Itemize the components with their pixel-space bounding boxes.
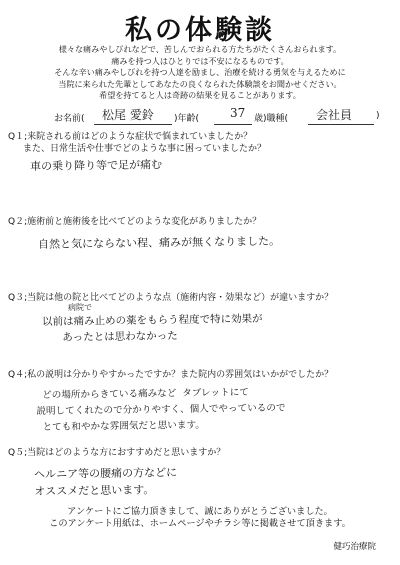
question-line: 施術前と施術後を比べてどのような変化がありましたか？ <box>27 217 262 227</box>
answer-2 <box>38 233 280 252</box>
question-text <box>8 292 392 304</box>
answer-line: ヘルニア等の腰痛の方などに <box>34 466 178 481</box>
name-value: 松尾 愛鈴 <box>102 108 154 122</box>
answer-1 <box>30 156 162 174</box>
name-underline <box>94 124 172 125</box>
question-line: 当院は他の院と比べてどのような点（施術内容・効果など）が違いますか？ <box>27 293 334 303</box>
answer-3 <box>42 311 263 346</box>
age-value: 37 <box>230 106 246 120</box>
question-text <box>8 131 392 143</box>
answer-line: どの場所からきている痛みなど タブレットにて <box>42 387 249 401</box>
question-line: また、日常生活や仕事でどのような事に困っていましたか？ <box>23 144 267 154</box>
question-label: Q３; <box>8 293 28 303</box>
job-value: 会社員 <box>316 108 353 122</box>
answer-line: 説明してくれたので分かりやすく、個人でやっているので <box>36 402 286 418</box>
name-label: お名前( <box>54 114 85 124</box>
answer-5 <box>34 464 177 500</box>
answer-line: 車の乗り降り等で足が痛む <box>30 158 163 173</box>
question-label: Q２; <box>8 217 28 227</box>
intro-line: 当院に来られた先輩としてあなたの良くなられた体験談をお聞かせください。 <box>58 78 342 89</box>
question-line: 私の説明は分かりやすかったですか？また院内の雰囲気はいかがでしたか？ <box>27 370 334 380</box>
question-text <box>8 447 392 459</box>
footer-line: アンケートにご協力頂きまして、誠にありがとうございました。 <box>67 506 333 517</box>
intro-line: 痛みを持つ人はひとりでは不安になるものです。 <box>111 55 289 66</box>
answer-line: あったとは思わなかった <box>62 330 178 344</box>
question-label: Q４; <box>8 370 28 380</box>
profile-row <box>54 106 384 124</box>
question-4 <box>8 369 392 381</box>
footer-note <box>0 506 400 530</box>
intro-line: 希望を持てると人は奇跡の結果を見ることがあります。 <box>99 90 301 101</box>
job-underline <box>308 124 374 125</box>
question-1 <box>8 131 392 155</box>
question-2 <box>8 216 392 228</box>
answer-line: とても和やかな雰囲気だと思います。 <box>42 419 205 433</box>
age-unit-job-label: 歳)職種( <box>254 114 289 124</box>
answer-line: 自然と気にならない程、痛みが無くなりました。 <box>38 234 281 251</box>
intro-line: そんな辛い痛みやしびれを持つ人達を励まし、治療を続ける勇気を与えるために <box>54 67 346 78</box>
question-label: Q１; <box>8 132 28 142</box>
question-line: 当院はどのような方におすすめだと思いますか？ <box>27 448 226 458</box>
question-line: 来院される前はどのような症状で悩まれていましたか？ <box>27 132 253 142</box>
insert-caret-icon <box>68 302 92 313</box>
question-3 <box>8 292 392 304</box>
page-title: 私の体験談 <box>125 15 275 46</box>
question-text <box>8 216 392 228</box>
question-text <box>8 369 392 381</box>
question-5 <box>8 447 392 459</box>
question-label: Q５; <box>8 448 28 458</box>
insert-text: 病院で <box>68 303 92 312</box>
age-underline <box>214 124 252 125</box>
answer-4 <box>36 385 286 436</box>
intro-line: 様々な痛みやしびれなどで、苦しんでおられる方たちがたくさんおられます。 <box>58 44 342 54</box>
age-label: )年齢( <box>174 114 200 124</box>
profile-close: ) <box>376 111 380 121</box>
intro-text <box>0 44 400 102</box>
answer-line: 以前は痛み止めの薬をもらう程度で特に効果が <box>42 312 263 328</box>
clinic-name: 健巧治療院 <box>333 542 376 552</box>
answer-line: オススメだと思います。 <box>34 483 155 498</box>
footer-line: このアンケート用紙は、ホームページやチラシ等に掲載させて頂きます。 <box>49 518 351 529</box>
